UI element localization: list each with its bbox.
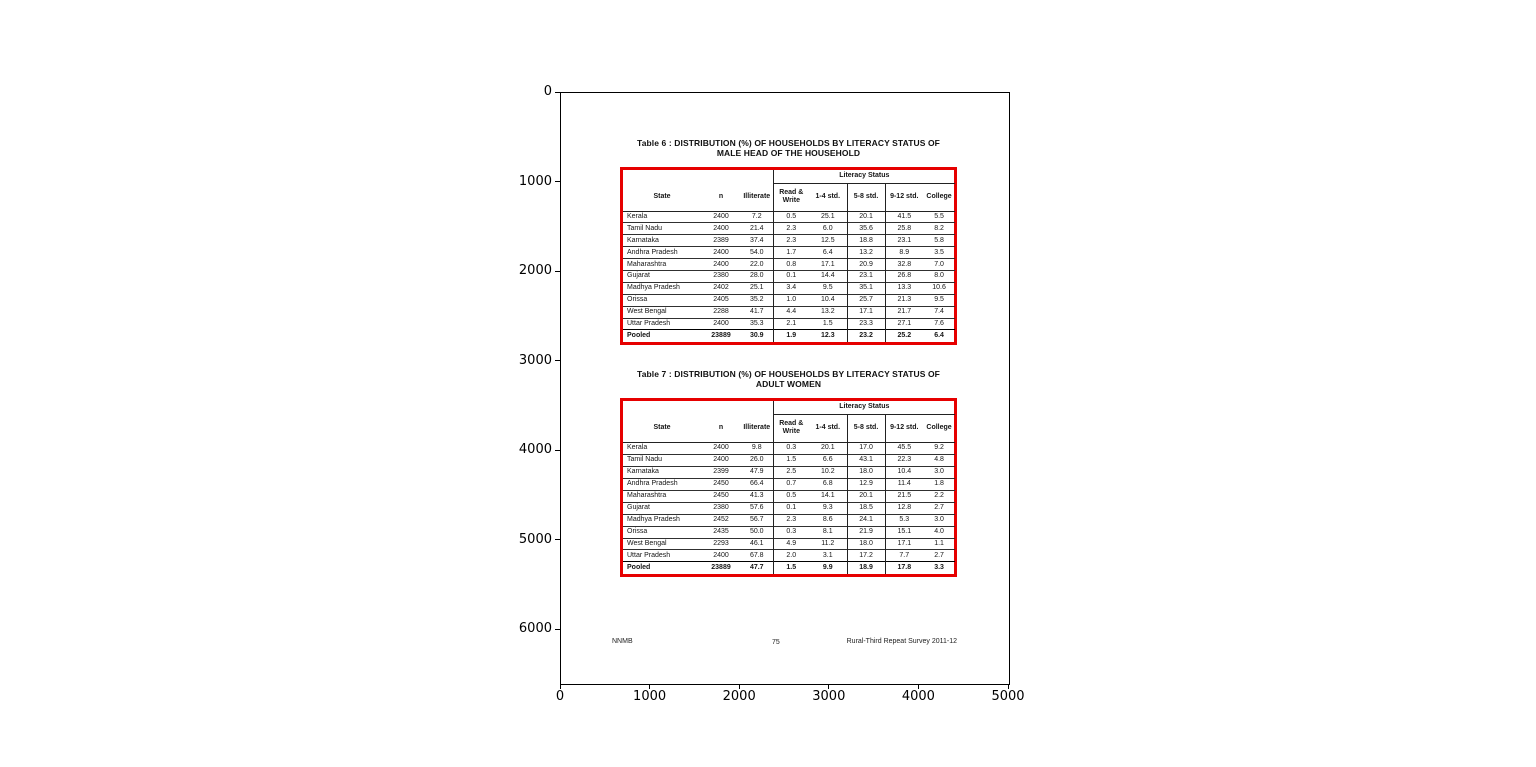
table-row bbox=[623, 514, 955, 526]
value-cell: 18.9 bbox=[847, 562, 885, 574]
state-cell: Orissa bbox=[623, 526, 701, 538]
y-tick-label: 3000 bbox=[518, 352, 552, 368]
state-cell: Uttar Pradesh bbox=[623, 318, 701, 330]
value-cell: 1.5 bbox=[809, 318, 847, 330]
value-cell: 41.3 bbox=[741, 490, 773, 502]
value-cell: 28.0 bbox=[741, 270, 773, 282]
value-cell: 23.2 bbox=[847, 330, 885, 342]
x-tick-mark bbox=[828, 684, 829, 689]
value-cell: 21.5 bbox=[885, 490, 923, 502]
column-header: n bbox=[701, 183, 741, 211]
value-cell: 2400 bbox=[701, 442, 741, 454]
value-cell: 21.9 bbox=[847, 526, 885, 538]
value-cell: 13.3 bbox=[885, 282, 923, 294]
table-row bbox=[623, 306, 955, 318]
value-cell: 26.8 bbox=[885, 270, 923, 282]
state-cell: Kerala bbox=[623, 211, 701, 223]
value-cell: 47.9 bbox=[741, 466, 773, 478]
column-header: Illiterate bbox=[741, 183, 773, 211]
table-row bbox=[623, 259, 955, 271]
value-cell: 12.9 bbox=[847, 478, 885, 490]
doc-footer-left: NNMB bbox=[612, 638, 633, 645]
state-cell: West Bengal bbox=[623, 538, 701, 550]
value-cell: 3.0 bbox=[923, 514, 955, 526]
value-cell: 2450 bbox=[701, 490, 741, 502]
value-cell: 0.8 bbox=[773, 259, 809, 271]
value-cell: 1.9 bbox=[773, 330, 809, 342]
value-cell: 20.9 bbox=[847, 259, 885, 271]
table-row bbox=[623, 538, 955, 550]
value-cell: 1.0 bbox=[773, 294, 809, 306]
state-cell: Madhya Pradesh bbox=[623, 514, 701, 526]
value-cell: 3.5 bbox=[923, 247, 955, 259]
state-cell: Karnataka bbox=[623, 466, 701, 478]
value-cell: 10.4 bbox=[809, 294, 847, 306]
value-cell: 0.1 bbox=[773, 502, 809, 514]
value-cell: 3.1 bbox=[809, 550, 847, 562]
value-cell: 7.7 bbox=[885, 550, 923, 562]
value-cell: 57.6 bbox=[741, 502, 773, 514]
value-cell: 25.1 bbox=[809, 211, 847, 223]
value-cell: 18.5 bbox=[847, 502, 885, 514]
value-cell: 2389 bbox=[701, 235, 741, 247]
value-cell: 8.9 bbox=[885, 247, 923, 259]
value-cell: 23.1 bbox=[847, 270, 885, 282]
column-header: Read & Write bbox=[773, 414, 809, 442]
value-cell: 2380 bbox=[701, 270, 741, 282]
value-cell: 5.5 bbox=[923, 211, 955, 223]
value-cell: 2399 bbox=[701, 466, 741, 478]
x-tick-label: 3000 bbox=[812, 689, 846, 704]
x-tick-mark bbox=[1008, 684, 1009, 689]
y-tick-label: 1000 bbox=[518, 173, 552, 189]
value-cell: 50.0 bbox=[741, 526, 773, 538]
value-cell: 21.4 bbox=[741, 223, 773, 235]
table-row bbox=[623, 282, 955, 294]
column-header: 5-8 std. bbox=[847, 414, 885, 442]
value-cell: 4.8 bbox=[923, 454, 955, 466]
value-cell: 9.9 bbox=[809, 562, 847, 574]
value-cell: 6.4 bbox=[809, 247, 847, 259]
table6-title bbox=[620, 138, 957, 158]
table7-title-line2: ADULT WOMEN bbox=[755, 379, 822, 389]
table-row bbox=[623, 223, 955, 235]
x-tick-label: 2000 bbox=[722, 689, 756, 704]
value-cell: 23889 bbox=[701, 330, 741, 342]
value-cell: 5.3 bbox=[885, 514, 923, 526]
state-cell: Maharashtra bbox=[623, 259, 701, 271]
value-cell: 23.1 bbox=[885, 235, 923, 247]
value-cell: 12.5 bbox=[809, 235, 847, 247]
value-cell: 2.7 bbox=[923, 550, 955, 562]
value-cell: 30.9 bbox=[741, 330, 773, 342]
table-row bbox=[623, 247, 955, 259]
value-cell: 1.1 bbox=[923, 538, 955, 550]
value-cell: 2400 bbox=[701, 259, 741, 271]
value-cell: 2400 bbox=[701, 550, 741, 562]
y-tick-mark bbox=[555, 360, 560, 361]
value-cell: 1.5 bbox=[773, 454, 809, 466]
y-tick-label: 6000 bbox=[518, 621, 552, 636]
value-cell: 9.2 bbox=[923, 442, 955, 454]
y-tick-label: 0 bbox=[543, 84, 552, 99]
state-cell: Gujarat bbox=[623, 502, 701, 514]
doc-footer-page-number: 75 bbox=[772, 639, 780, 646]
value-cell: 0.5 bbox=[773, 211, 809, 223]
column-header: 9-12 std. bbox=[885, 183, 923, 211]
value-cell: 11.2 bbox=[809, 538, 847, 550]
column-header: n bbox=[701, 414, 741, 442]
value-cell: 43.1 bbox=[847, 454, 885, 466]
column-header: Illiterate bbox=[741, 414, 773, 442]
value-cell: 7.0 bbox=[923, 259, 955, 271]
value-cell: 20.1 bbox=[847, 211, 885, 223]
literacy-table bbox=[623, 401, 955, 574]
table-row bbox=[623, 330, 955, 342]
value-cell: 4.9 bbox=[773, 538, 809, 550]
value-cell: 7.6 bbox=[923, 318, 955, 330]
value-cell: 67.8 bbox=[741, 550, 773, 562]
x-tick-label: 1000 bbox=[633, 689, 667, 704]
literacy-status-span-header: Literacy Status bbox=[773, 170, 955, 183]
table-row bbox=[623, 294, 955, 306]
literacy-table bbox=[623, 170, 955, 342]
value-cell: 21.3 bbox=[885, 294, 923, 306]
value-cell: 2450 bbox=[701, 478, 741, 490]
y-tick-mark bbox=[555, 450, 560, 451]
table-row bbox=[623, 466, 955, 478]
value-cell: 2405 bbox=[701, 294, 741, 306]
value-cell: 56.7 bbox=[741, 514, 773, 526]
value-cell: 6.4 bbox=[923, 330, 955, 342]
value-cell: 2.1 bbox=[773, 318, 809, 330]
state-cell: Andhra Pradesh bbox=[623, 247, 701, 259]
value-cell: 17.1 bbox=[809, 259, 847, 271]
table-row bbox=[623, 454, 955, 466]
value-cell: 2452 bbox=[701, 514, 741, 526]
header-blank bbox=[623, 401, 773, 414]
value-cell: 8.6 bbox=[809, 514, 847, 526]
value-cell: 17.8 bbox=[885, 562, 923, 574]
state-cell: Tamil Nadu bbox=[623, 454, 701, 466]
value-cell: 2402 bbox=[701, 282, 741, 294]
value-cell: 17.2 bbox=[847, 550, 885, 562]
value-cell: 26.0 bbox=[741, 454, 773, 466]
table7-title bbox=[620, 369, 957, 389]
value-cell: 35.6 bbox=[847, 223, 885, 235]
value-cell: 14.4 bbox=[809, 270, 847, 282]
y-tick-label: 5000 bbox=[518, 531, 552, 547]
column-header: 1-4 std. bbox=[809, 414, 847, 442]
value-cell: 47.7 bbox=[741, 562, 773, 574]
value-cell: 45.5 bbox=[885, 442, 923, 454]
value-cell: 2.0 bbox=[773, 550, 809, 562]
value-cell: 24.1 bbox=[847, 514, 885, 526]
state-cell: Orissa bbox=[623, 294, 701, 306]
table-row bbox=[623, 211, 955, 223]
value-cell: 35.2 bbox=[741, 294, 773, 306]
value-cell: 2400 bbox=[701, 318, 741, 330]
column-header: 1-4 std. bbox=[809, 183, 847, 211]
value-cell: 18.8 bbox=[847, 235, 885, 247]
y-tick-mark bbox=[555, 539, 560, 540]
value-cell: 3.3 bbox=[923, 562, 955, 574]
value-cell: 22.0 bbox=[741, 259, 773, 271]
table-row bbox=[623, 502, 955, 514]
value-cell: 25.1 bbox=[741, 282, 773, 294]
x-tick-mark bbox=[560, 684, 561, 689]
value-cell: 13.2 bbox=[847, 247, 885, 259]
value-cell: 13.2 bbox=[809, 306, 847, 318]
column-header: 9-12 std. bbox=[885, 414, 923, 442]
value-cell: 9.8 bbox=[741, 442, 773, 454]
value-cell: 37.4 bbox=[741, 235, 773, 247]
x-tick-mark bbox=[918, 684, 919, 689]
value-cell: 8.1 bbox=[809, 526, 847, 538]
value-cell: 6.8 bbox=[809, 478, 847, 490]
value-cell: 6.0 bbox=[809, 223, 847, 235]
y-tick-mark bbox=[555, 181, 560, 182]
value-cell: 4.0 bbox=[923, 526, 955, 538]
value-cell: 2400 bbox=[701, 454, 741, 466]
y-tick-mark bbox=[555, 92, 560, 93]
table-row bbox=[623, 526, 955, 538]
state-cell: Andhra Pradesh bbox=[623, 478, 701, 490]
column-header: State bbox=[623, 183, 701, 211]
table-row bbox=[623, 550, 955, 562]
value-cell: 10.4 bbox=[885, 466, 923, 478]
table-row bbox=[623, 235, 955, 247]
doc-footer-right: Rural-Third Repeat Survey 2011-12 bbox=[846, 638, 957, 645]
value-cell: 20.1 bbox=[847, 490, 885, 502]
table6-title-line1: Table 6 : DISTRIBUTION (%) OF HOUSEHOLDS BY LITERACY STATUS OF bbox=[637, 138, 940, 148]
value-cell: 0.5 bbox=[773, 490, 809, 502]
table6 bbox=[620, 167, 957, 345]
value-cell: 2.7 bbox=[923, 502, 955, 514]
value-cell: 15.1 bbox=[885, 526, 923, 538]
state-cell: Kerala bbox=[623, 442, 701, 454]
x-tick-label: 0 bbox=[555, 689, 565, 704]
value-cell: 17.1 bbox=[885, 538, 923, 550]
value-cell: 2.3 bbox=[773, 235, 809, 247]
value-cell: 0.1 bbox=[773, 270, 809, 282]
table-row bbox=[623, 318, 955, 330]
table7-title-line1: Table 7 : DISTRIBUTION (%) OF HOUSEHOLDS BY LITERACY STATUS OF bbox=[637, 369, 940, 379]
value-cell: 41.5 bbox=[885, 211, 923, 223]
value-cell: 2.3 bbox=[773, 514, 809, 526]
value-cell: 8.2 bbox=[923, 223, 955, 235]
table-row bbox=[623, 442, 955, 454]
value-cell: 2380 bbox=[701, 502, 741, 514]
value-cell: 1.7 bbox=[773, 247, 809, 259]
state-cell: Gujarat bbox=[623, 270, 701, 282]
value-cell: 20.1 bbox=[809, 442, 847, 454]
value-cell: 18.0 bbox=[847, 466, 885, 478]
value-cell: 2400 bbox=[701, 247, 741, 259]
value-cell: 0.3 bbox=[773, 442, 809, 454]
value-cell: 2.3 bbox=[773, 223, 809, 235]
value-cell: 12.3 bbox=[809, 330, 847, 342]
value-cell: 2.5 bbox=[773, 466, 809, 478]
column-header: College bbox=[923, 183, 955, 211]
value-cell: 0.7 bbox=[773, 478, 809, 490]
table-row bbox=[623, 478, 955, 490]
table-row bbox=[623, 562, 955, 574]
value-cell: 8.0 bbox=[923, 270, 955, 282]
y-tick-label: 4000 bbox=[518, 442, 552, 457]
value-cell: 1.8 bbox=[923, 478, 955, 490]
state-cell: Maharashtra bbox=[623, 490, 701, 502]
value-cell: 18.0 bbox=[847, 538, 885, 550]
value-cell: 3.0 bbox=[923, 466, 955, 478]
value-cell: 41.7 bbox=[741, 306, 773, 318]
state-cell: Uttar Pradesh bbox=[623, 550, 701, 562]
value-cell: 7.2 bbox=[741, 211, 773, 223]
value-cell: 9.3 bbox=[809, 502, 847, 514]
value-cell: 6.6 bbox=[809, 454, 847, 466]
state-cell: Karnataka bbox=[623, 235, 701, 247]
value-cell: 9.5 bbox=[809, 282, 847, 294]
value-cell: 35.1 bbox=[847, 282, 885, 294]
value-cell: 25.8 bbox=[885, 223, 923, 235]
value-cell: 22.3 bbox=[885, 454, 923, 466]
x-tick-mark bbox=[739, 684, 740, 689]
y-tick-mark bbox=[555, 629, 560, 630]
column-header: College bbox=[923, 414, 955, 442]
value-cell: 5.8 bbox=[923, 235, 955, 247]
value-cell: 11.4 bbox=[885, 478, 923, 490]
value-cell: 23.3 bbox=[847, 318, 885, 330]
column-header: Read & Write bbox=[773, 183, 809, 211]
value-cell: 1.5 bbox=[773, 562, 809, 574]
state-cell: Pooled bbox=[623, 330, 701, 342]
value-cell: 27.1 bbox=[885, 318, 923, 330]
value-cell: 9.5 bbox=[923, 294, 955, 306]
literacy-status-span-header: Literacy Status bbox=[773, 401, 955, 414]
table6-title-line2: MALE HEAD OF THE HOUSEHOLD bbox=[716, 148, 861, 158]
value-cell: 17.0 bbox=[847, 442, 885, 454]
state-cell: Madhya Pradesh bbox=[623, 282, 701, 294]
value-cell: 2288 bbox=[701, 306, 741, 318]
state-cell: West Bengal bbox=[623, 306, 701, 318]
table-row bbox=[623, 270, 955, 282]
value-cell: 2400 bbox=[701, 211, 741, 223]
value-cell: 2293 bbox=[701, 538, 741, 550]
value-cell: 7.4 bbox=[923, 306, 955, 318]
value-cell: 46.1 bbox=[741, 538, 773, 550]
value-cell: 2.2 bbox=[923, 490, 955, 502]
value-cell: 12.8 bbox=[885, 502, 923, 514]
value-cell: 25.7 bbox=[847, 294, 885, 306]
value-cell: 66.4 bbox=[741, 478, 773, 490]
column-header: State bbox=[623, 414, 701, 442]
value-cell: 21.7 bbox=[885, 306, 923, 318]
x-tick-label: 4000 bbox=[901, 689, 935, 704]
value-cell: 3.4 bbox=[773, 282, 809, 294]
y-tick-mark bbox=[555, 271, 560, 272]
y-tick-label: 2000 bbox=[518, 263, 552, 278]
header-blank bbox=[623, 170, 773, 183]
value-cell: 25.2 bbox=[885, 330, 923, 342]
x-tick-label: 5000 bbox=[991, 689, 1025, 704]
value-cell: 0.3 bbox=[773, 526, 809, 538]
value-cell: 17.1 bbox=[847, 306, 885, 318]
table7 bbox=[620, 398, 957, 577]
state-cell: Pooled bbox=[623, 562, 701, 574]
value-cell: 35.3 bbox=[741, 318, 773, 330]
value-cell: 10.2 bbox=[809, 466, 847, 478]
value-cell: 23889 bbox=[701, 562, 741, 574]
value-cell: 2435 bbox=[701, 526, 741, 538]
value-cell: 14.1 bbox=[809, 490, 847, 502]
value-cell: 32.8 bbox=[885, 259, 923, 271]
x-tick-mark bbox=[649, 684, 650, 689]
state-cell: Tamil Nadu bbox=[623, 223, 701, 235]
value-cell: 4.4 bbox=[773, 306, 809, 318]
value-cell: 54.0 bbox=[741, 247, 773, 259]
table-row bbox=[623, 490, 955, 502]
column-header: 5-8 std. bbox=[847, 183, 885, 211]
value-cell: 2400 bbox=[701, 223, 741, 235]
value-cell: 10.6 bbox=[923, 282, 955, 294]
